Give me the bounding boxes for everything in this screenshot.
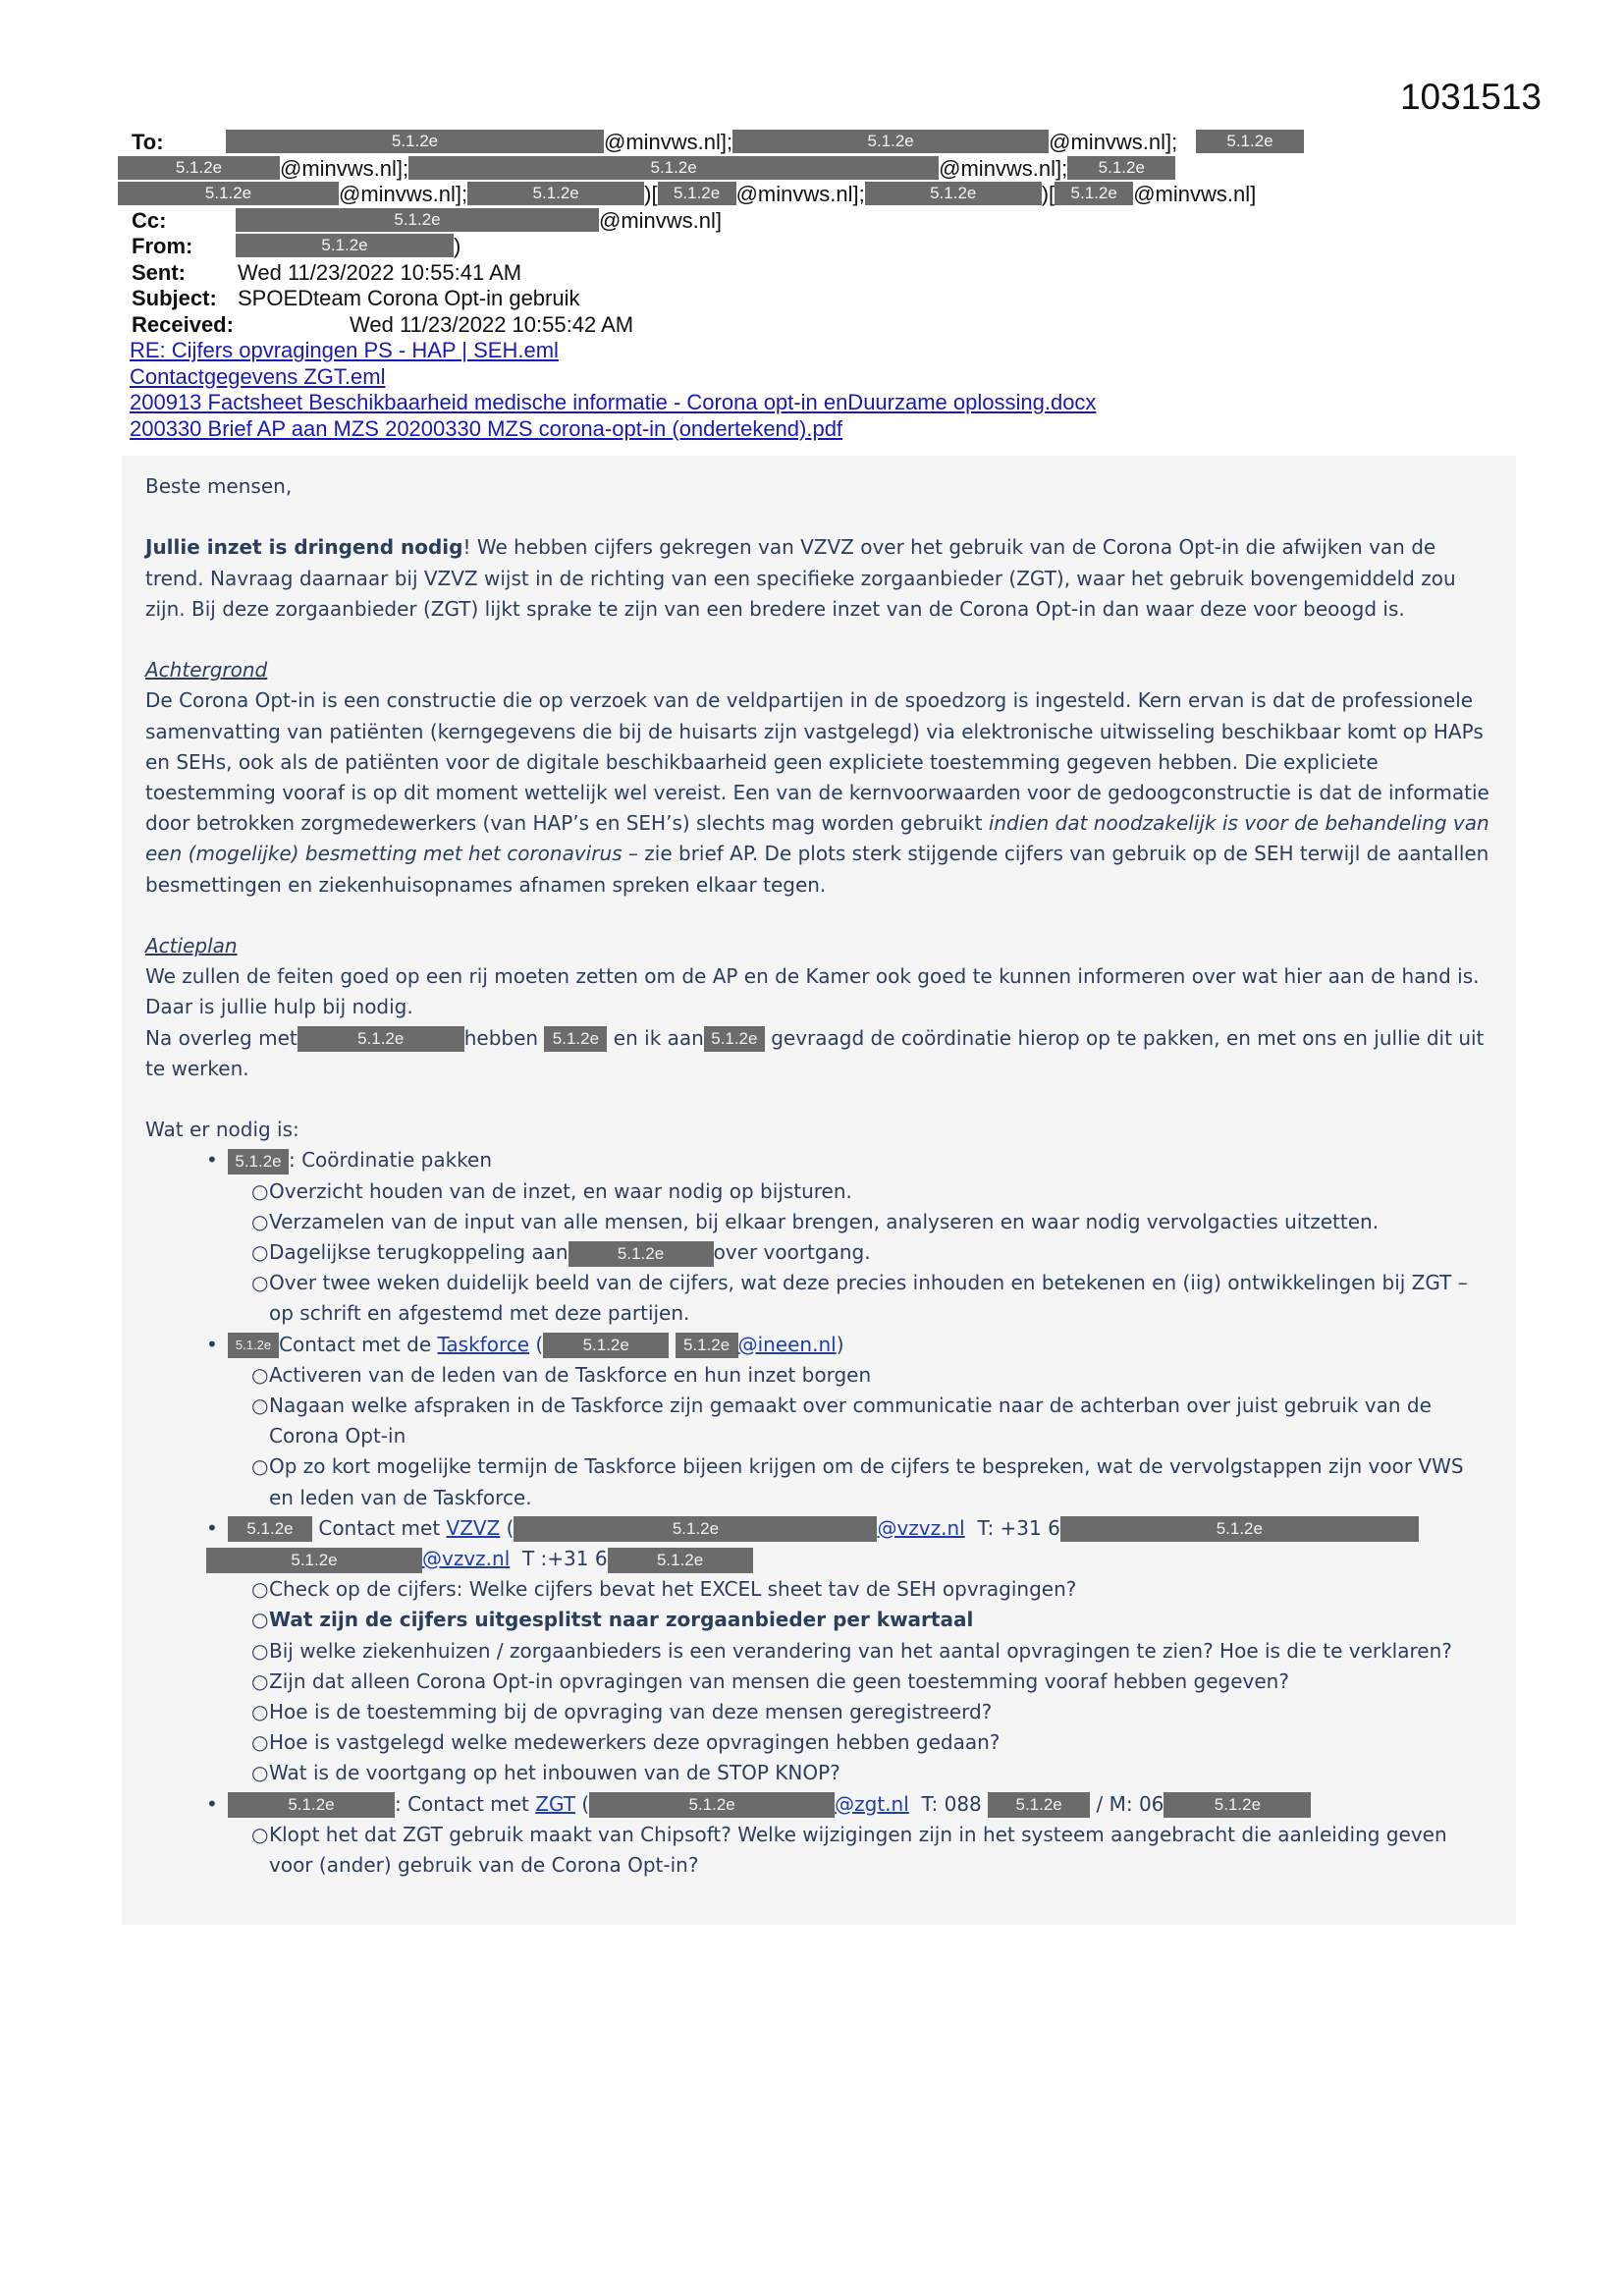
to-email-domain: @minvws.nl]; (1049, 130, 1178, 154)
from-tail: ) (454, 234, 461, 258)
email-link[interactable]: @vzvz.nl (877, 1515, 965, 1540)
redaction: 5.1.2e (298, 1026, 464, 1052)
email-body (145, 471, 1490, 1881)
redaction: 5.1.2e (236, 234, 454, 257)
sub-bullet-item: ○Over twee weken duidelijk beeld van de cijfers, wat deze precies inhouden en betekenen en (iig) ontwikkelingen bij ZGT – op schrift en afgestemd met deze partijen. (251, 1271, 1468, 1326)
bullet-item: • 5.1.2e Contact met de Taskforce ( 5.1.2e 5.1.2e @ineen.nl) (145, 1330, 1490, 1360)
to-label: To: (132, 130, 164, 154)
achtergrond-paragraph: De Corona Opt-in is een constructie die op verzoek van de veldpartijen in de spoedzorg is ingesteld. Kern ervan is dat de professionele samenvatting van patiënten (kerngegevens die bij de huisarts zijn vastgelegd) via elektronische uitwisseling beschikbaar komt op HAPs en SEHs, ook als de patiënten voor de digitale beschikbaarheid geen expliciete toestemming gegeven hebben. Die expliciete toestemming vooraf is op dit moment wettelijk wel vereist. Een van de kernvoorwaarden voor de gedoogconstructie is dat de informatie door betrokken zorgmedewerkers (van HAP’s en SEH’s) slechts mag worden gebruikt indien dat noodzakelijk is voor de behandeling van een (mogelijke) besmetting met het coronavirus – zie brief AP. De plots sterk stijgende cijfers van gebruik op de SEH terwijl de aantallen besmettingen en ziekenhuisopnames afnamen spreken elkaar tegen. (145, 688, 1489, 897)
redaction: 5.1.2e (988, 1792, 1090, 1818)
redaction: 5.1.2e (118, 182, 339, 205)
redaction: 5.1.2e (228, 1516, 312, 1542)
redaction: 5.1.2e (704, 1026, 765, 1052)
sub-bullet-item: ○Klopt het dat ZGT gebruik maakt van Chipsoft? Welke wijzigingen zijn in het systeem aangebracht die aanleiding geven voor (ander) gebruik van de Corona Opt-in? (251, 1822, 1447, 1878)
sent-value: Wed 11/23/2022 10:55:41 AM (238, 259, 522, 285)
sub-bullet-item: ○Hoe is de toestemming bij de opvraging van deze mensen geregistreerd? (251, 1700, 993, 1724)
to-email-separator: )[ (1041, 182, 1056, 206)
sent-row (128, 260, 1502, 287)
redaction: 5.1.2e (514, 1516, 877, 1542)
to-email-separator: )[ (644, 182, 658, 206)
redaction: 5.1.2e (226, 130, 604, 153)
attachment-link[interactable]: RE: Cijfers opvragingen PS - HAP | SEH.eml (130, 338, 559, 362)
sub-bullet-item: ○Hoe is vastgelegd welke medewerkers deze opvragingen hebben gedaan? (251, 1730, 1001, 1755)
sub-bullet-item: ○Verzamelen van de input van alle mensen, bij elkaar brengen, analyseren en waar nodig vervolgacties uitzetten. (251, 1209, 1380, 1233)
redaction: 5.1.2e (1060, 1516, 1419, 1542)
to-email-domain: @minvws.nl]; (339, 182, 468, 206)
bullet-glyph: • (206, 1148, 218, 1173)
attachment-link[interactable]: Contactgegevens ZGT.eml (130, 363, 386, 389)
attachment-link[interactable]: 200330 Brief AP aan MZS 20200330 MZS corona-opt-in (ondertekend).pdf (130, 415, 843, 441)
received-label: Received: (132, 311, 234, 337)
cc-label: Cc: (132, 207, 167, 233)
bullet-item: • 5.1.2e : Contact met ZGT ( 5.1.2e @zgt.nl T: 088 5.1.2e / M: 06 5.1.2e (145, 1789, 1490, 1820)
sub-bullet-item: ○Nagaan welke afspraken in de Taskforce zijn gemaakt over communicatie naar de achterban over juist gebruik van de Corona Opt-in (251, 1394, 1432, 1449)
to-email-domain: @minvws.nl]; (280, 155, 409, 181)
section-title-achtergrond: Achtergrond (145, 658, 268, 683)
redaction: 5.1.2e (658, 182, 736, 205)
sub-bullet-item: ○Zijn dat alleen Corona Opt-in opvragingen van mensen die geen toestemming vooraf hebben gegeven? (251, 1668, 1289, 1693)
from-label: From: (132, 234, 193, 258)
sub-bullet-item: ○Wat zijn de cijfers uitgesplitst naar zorgaanbieder per kwartaal (251, 1608, 974, 1632)
redaction: 5.1.2e (228, 1149, 289, 1175)
redaction: 5.1.2e (676, 1333, 738, 1358)
sub-bullet-item: ○Activeren van de leden van de Taskforce en hun inzet borgen (251, 1362, 872, 1387)
section-title-actieplan: Actieplan (145, 934, 238, 957)
redaction: 5.1.2e (568, 1241, 714, 1267)
to-email-domain: @minvws.nl]; (604, 130, 733, 154)
bullet-item: • 5.1.2e : Coördinatie pakken (145, 1145, 1490, 1175)
to-email-domain: @minvws.nl]; (735, 182, 865, 206)
email-link[interactable]: @vzvz.nl (422, 1547, 511, 1571)
bullet-glyph: • (206, 1791, 218, 1816)
redaction: 5.1.2e (236, 208, 599, 232)
redaction: 5.1.2e (118, 156, 280, 180)
sub-bullet-item: ○Dagelijkse terugkoppeling aan 5.1.2e over voortgang. (145, 1237, 1490, 1268)
redaction: 5.1.2e (467, 182, 644, 205)
intro-paragraph: Jullie inzet is dringend nodig! We hebben cijfers gekregen van VZVZ over het gebruik van de Corona Opt-in die afwijken van de trend. Navraag daarnaar bij VZVZ wijst in de richting van een specifieke zorgaanbieder (ZGT), waar het gebruik bovengemiddeld zou zijn. Bij deze zorgaanbieder (ZGT) lijkt sprake te zijn van een bredere inzet van de Corona Opt-in dan waar deze voor beoogd is. (145, 535, 1456, 621)
taskforce-link[interactable]: Taskforce (437, 1332, 530, 1356)
vzvz-link[interactable]: VZVZ (446, 1515, 501, 1540)
redaction: 5.1.2e (1164, 1792, 1311, 1818)
redaction: 5.1.2e (228, 1792, 395, 1818)
sub-bullet-item: ○Wat is de voortgang op het inbouwen van de STOP KNOP? (251, 1761, 840, 1785)
to-row-2 (128, 156, 1502, 183)
bullet-glyph: • (206, 1515, 218, 1540)
to-row (128, 130, 1502, 156)
redaction: 5.1.2e (206, 1548, 422, 1573)
redaction: 5.1.2e (732, 130, 1049, 153)
redaction: 5.1.2e (608, 1548, 753, 1573)
sub-bullet-item: ○Bij welke ziekenhuizen / zorgaanbieders is een verandering van het aantal opvragingen te zien? Hoe is die te verklaren? (251, 1638, 1452, 1663)
redaction: 5.1.2e (1196, 130, 1304, 153)
document-number: 1031513 (1399, 77, 1542, 117)
redaction: 5.1.2e (1067, 156, 1175, 180)
cc-row (128, 208, 1502, 235)
sub-bullet-item: ○Check op de cijfers: Welke cijfers bevat het EXCEL sheet tav de SEH opvragingen? (251, 1577, 1077, 1602)
subject-row (128, 286, 1502, 312)
bullet-glyph: • (206, 1332, 218, 1356)
received-value: Wed 11/23/2022 10:55:42 AM (350, 311, 634, 337)
overleg-paragraph: Na overleg met 5.1.2e hebben 5.1.2e en ik aan 5.1.2e gevraagd de coördinatie hierop op te pakken, en met ons en jullie dit uit te werken. (145, 1025, 1485, 1080)
redaction: 5.1.2e (865, 182, 1042, 205)
sub-bullet-item: ○Op zo kort mogelijke termijn de Taskforce bijeen krijgen om de cijfers te bespreken, wat de vervolgstappen zijn voor VWS en leden van de Taskforce. (251, 1454, 1464, 1509)
redaction: 5.1.2e (408, 156, 939, 180)
bullet-item: • 5.1.2e Contact met VZVZ ( 5.1.2e @vzvz.nl T: +31 6 5.1.2e (145, 1513, 1490, 1544)
cc-email-domain: @minvws.nl] (599, 207, 723, 233)
sent-label: Sent: (132, 259, 186, 285)
redaction: 5.1.2e (544, 1026, 607, 1052)
to-email-domain: @minvws.nl]; (939, 155, 1068, 181)
from-row (128, 234, 1502, 260)
sub-bullet-item: ○Overzicht houden van de inzet, en waar nodig op bijsturen. (251, 1178, 852, 1203)
redaction: 5.1.2e (1055, 182, 1133, 205)
subject-label: Subject: (132, 286, 217, 310)
email-header (128, 130, 1502, 442)
redaction: 5.1.2e (543, 1333, 669, 1358)
subject-value: SPOEDteam Corona Opt-in gebruik (238, 286, 580, 310)
to-email-domain: @minvws.nl] (1133, 182, 1257, 206)
redaction: 5.1.2e (228, 1333, 279, 1358)
bullet-continuation: 5.1.2e @vzvz.nl T :+31 6 5.1.2e (206, 1544, 1490, 1574)
attachment-link[interactable]: 200913 Factsheet Beschikbaarheid medische informatie - Corona opt-in enDuurzame oplossing.docx (130, 390, 1097, 414)
zgt-link[interactable]: ZGT (535, 1791, 575, 1816)
greeting: Beste mensen, (145, 474, 293, 498)
redaction: 5.1.2e (589, 1792, 835, 1818)
email-link[interactable]: @zgt.nl (835, 1791, 909, 1816)
received-row (128, 312, 1502, 339)
actieplan-paragraph: We zullen de feiten goed op een rij moeten zetten om de AP en de Kamer ook goed te kunnen informeren over wat hier aan de hand is. Daar is jullie hulp bij nodig. (145, 964, 1480, 1019)
to-row-3 (128, 182, 1502, 208)
nodig-title: Wat er nodig is: (145, 1118, 299, 1142)
email-link[interactable]: @ineen.nl (737, 1332, 837, 1356)
attachments-list (128, 338, 1502, 442)
